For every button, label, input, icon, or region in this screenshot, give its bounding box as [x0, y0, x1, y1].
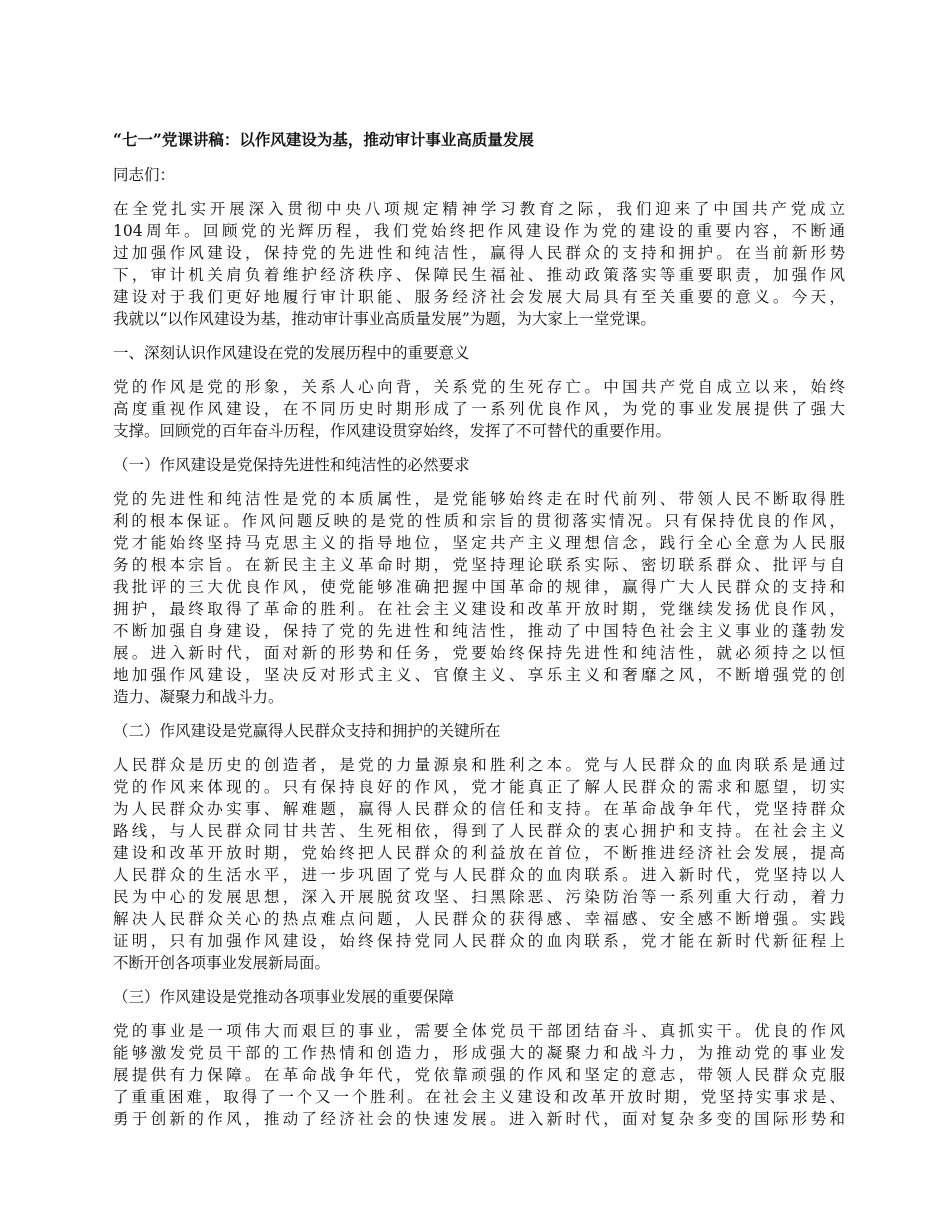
paragraph: [113, 376, 845, 442]
text-line: 在全党扎实开展深入贯彻中央八项规定精神学习教育之际，我们迎来了中国共产党成立: [113, 200, 845, 218]
text-line: （三）作风建设是党推动各项事业发展的重要保障: [113, 988, 455, 1006]
paragraph: [113, 488, 845, 708]
text-line: 路线，与人民群众同甘共苦、生死相依，得到了人民群众的衷心拥护和支持。在社会主义: [113, 822, 845, 840]
text-line: 展。进入新时代，面对新的形势和任务，党要始终保持先进性和纯洁性，就必须持之以恒: [113, 644, 845, 662]
text-line: 务的根本宗旨。在新民主主义革命时期，党坚持理论联系实际、密切联系群众、批评与自: [113, 556, 845, 574]
document-content: [113, 198, 845, 1130]
paragraph: [113, 198, 845, 330]
text-line: 地加强作风建设，坚决反对形式主义、官僚主义、享乐主义和奢靡之风，不断增强党的创: [113, 666, 845, 684]
text-line: 人民群众的生活水平，进一步巩固了党与人民群众的血肉联系。进入新时代，党坚持以人: [113, 866, 845, 884]
text-line: 建设对于我们更好地履行审计职能、服务经济社会发展大局具有至关重要的意义。今天，: [113, 288, 845, 306]
text-line: 党的作风是党的形象，关系人心向背，关系党的生死存亡。中国共产党自成立以来，始终: [113, 378, 845, 396]
text-line: 利的根本保证。作风问题反映的是党的性质和宗旨的贯彻落实情况。只有保持优良的作风，: [113, 512, 845, 530]
text-line: 拥护，最终取得了革命的胜利。在社会主义建设和改革开放时期，党继续发扬优良作风，: [113, 600, 845, 618]
text-line: 104周年。回顾党的光辉历程，我们党始终把作风建设作为党的建设的重要内容，不断通: [113, 222, 845, 240]
text-line: 解决人民群众关心的热点难点问题，人民群众的获得感、幸福感、安全感不断增强。实践: [113, 910, 845, 928]
text-line: 高度重视作风建设，在不同历史时期形成了一系列优良作风，为党的事业发展提供了强大: [113, 400, 845, 418]
text-line: 党才能始终坚持马克思主义的指导地位，坚定共产主义理想信念，践行全心全意为人民服: [113, 534, 845, 552]
text-line: 民为中心的发展思想，深入开展脱贫攻坚、扫黑除恶、污染防治等一系列重大行动，着力: [113, 888, 845, 906]
text-line: 证明，只有加强作风建设，始终保持党同人民群众的血肉联系，党才能在新时代新征程上: [113, 932, 845, 950]
text-line: 为人民群众办实事、解难题，赢得人民群众的信任和支持。在革命战争年代，党坚持群众: [113, 800, 845, 818]
document-title: “七一”党课讲稿：以作风建设为基，推动审计事业高质量发展: [113, 130, 534, 149]
section-heading: [113, 986, 845, 1008]
section-heading: [113, 454, 845, 476]
text-line: 党的先进性和纯洁性是党的本质属性，是党能够始终走在时代前列、带领人民不断取得胜: [113, 490, 845, 508]
text-line: 不断开创各项事业发展新局面。: [113, 954, 331, 972]
paragraph: [113, 754, 845, 974]
text-line: 人民群众是历史的创造者，是党的力量源泉和胜利之本。党与人民群众的血肉联系是通过: [113, 756, 845, 774]
text-line: 我就以“以作风建设为基，推动审计事业高质量发展”为题，为大家上一堂党课。: [113, 310, 656, 328]
text-line: 了重重困难，取得了一个又一个胜利。在社会主义建设和改革开放时期，党坚持实事求是、: [113, 1088, 845, 1106]
paragraph: [113, 1020, 845, 1130]
text-line: （一）作风建设是党保持先进性和纯洁性的必然要求: [113, 456, 470, 474]
text-line: 勇于创新的作风，推动了经济社会的快速发展。进入新时代，面对复杂多变的国际形势和: [113, 1110, 845, 1128]
text-line: 建设和改革开放时期，党始终把人民群众的利益放在首位，不断推进经济社会发展，提高: [113, 844, 845, 862]
document-body: [113, 129, 845, 1142]
section-heading: [113, 720, 845, 742]
section-heading: [113, 342, 845, 364]
text-line: 下，审计机关肩负着维护经济秩序、保障民生福祉、推动政策落实等重要职责，加强作风: [113, 266, 845, 284]
text-line: 过加强作风建设，保持党的先进性和纯洁性，赢得人民群众的支持和拥护。在当前新形势: [113, 244, 845, 262]
text-line: 造力、凝聚力和战斗力。: [113, 688, 284, 706]
text-line: （二）作风建设是党赢得人民群众支持和拥护的关键所在: [113, 722, 501, 740]
text-line: 能够激发党员干部的工作热情和创造力，形成强大的凝聚力和战斗力，为推动党的事业发: [113, 1044, 845, 1062]
text-line: 展提供有力保障。在革命战争年代，党依靠顽强的作风和坚定的意志，带领人民群众克服: [113, 1066, 845, 1084]
text-line: 一、深刻认识作风建设在党的发展历程中的重要意义: [113, 344, 470, 362]
text-line: 不断加强自身建设，保持了党的先进性和纯洁性，推动了中国特色社会主义事业的蓬勃发: [113, 622, 845, 640]
text-line: 我批评的三大优良作风，使党能够准确把握中国革命的规律，赢得广大人民群众的支持和: [113, 578, 845, 596]
text-line: 支撑。回顾党的百年奋斗历程，作风建设贯穿始终，发挥了不可替代的重要作用。: [113, 422, 672, 440]
greeting: 同志们：: [113, 166, 176, 184]
text-line: 党的事业是一项伟大而艰巨的事业，需要全体党员干部团结奋斗、真抓实干。优良的作风: [113, 1022, 845, 1040]
text-line: 党的作风来体现的。只有保持良好的作风，党才能真正了解人民群众的需求和愿望，切实: [113, 778, 845, 796]
